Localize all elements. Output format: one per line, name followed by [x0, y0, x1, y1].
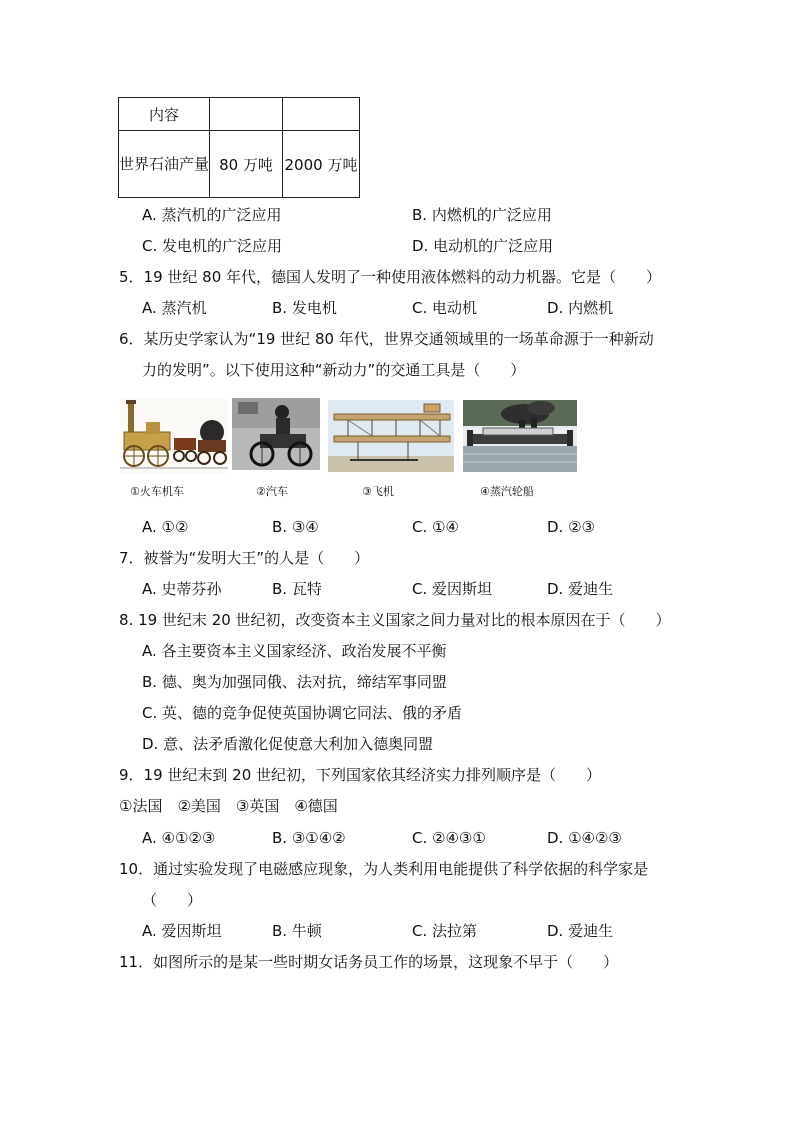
q9-stem: 9．19 世纪末到 20 世纪初，下列国家依其经济实力排列顺序是（ ）: [119, 766, 602, 784]
q5-option-b[interactable]: B. 发电机: [272, 299, 337, 317]
airplane-illustration: [328, 400, 454, 472]
q6-option-a[interactable]: A. ①②: [142, 518, 189, 536]
q8-option-c[interactable]: C. 英、德的竞争促使英国协调它同法、俄的矛盾: [142, 704, 463, 722]
q9-option-c[interactable]: C. ②④③①: [412, 829, 486, 847]
q10-option-d[interactable]: D. 爱迪生: [547, 922, 614, 940]
q9-option-a[interactable]: A. ④①②③: [142, 829, 216, 847]
q9-country-list: ①法国 ②美国 ③英国 ④德国: [119, 797, 338, 815]
q4-option-a[interactable]: A. 蒸汽机的广泛应用: [142, 206, 282, 224]
steamship-image: [463, 400, 577, 472]
caption-car: ②汽车: [256, 485, 288, 498]
q5-option-a[interactable]: A. 蒸汽机: [142, 299, 207, 317]
q7-option-a[interactable]: A. 史蒂芬孙: [142, 580, 222, 598]
table-row-label: 世界石油产量: [119, 131, 210, 198]
caption-locomotive: ①火车机车: [130, 485, 184, 498]
q6-stem-line1: 6．某历史学家认为“19 世纪 80 年代，世界交通领域里的一场革命源于一种新动: [119, 330, 654, 348]
q8-option-d[interactable]: D. 意、法矛盾激化促使意大利加入德奥同盟: [142, 735, 434, 753]
q8-option-a[interactable]: A. 各主要资本主义国家经济、政治发展不平衡: [142, 642, 447, 660]
q5-option-c[interactable]: C. 电动机: [412, 299, 478, 317]
q6-stem-line2: 力的发明”。以下使用这种“新动力”的交通工具是（ ）: [142, 361, 526, 379]
q7-option-d[interactable]: D. 爱迪生: [547, 580, 614, 598]
table-header-label: 内容: [119, 98, 210, 131]
q9-option-d[interactable]: D. ①④②③: [547, 829, 622, 847]
q10-option-c[interactable]: C. 法拉第: [412, 922, 478, 940]
steamship-illustration: [463, 400, 577, 472]
q8-option-b[interactable]: B. 德、奥为加强同俄、法对抗，缔结军事同盟: [142, 673, 447, 691]
q7-option-b[interactable]: B. 瓦特: [272, 580, 322, 598]
q10-option-a[interactable]: A. 爱因斯坦: [142, 922, 222, 940]
airplane-image: [328, 400, 454, 472]
q4-option-c[interactable]: C. 发电机的广泛应用: [142, 237, 283, 255]
q6-option-c[interactable]: C. ①④: [412, 518, 459, 536]
locomotive-image: [120, 398, 228, 474]
table-empty-cell: [283, 98, 360, 131]
q11-stem: 11．如图所示的是某一些时期女话务员工作的场景，这现象不早于（ ）: [119, 953, 619, 971]
caption-airplane: ③飞机: [362, 485, 394, 498]
q5-stem: 5．19 世纪 80 年代，德国人发明了一种使用液体燃料的动力机器。它是（ ）: [119, 268, 662, 286]
q4-option-b[interactable]: B. 内燃机的广泛应用: [412, 206, 552, 224]
q7-option-c[interactable]: C. 爱因斯坦: [412, 580, 493, 598]
q6-option-d[interactable]: D. ②③: [547, 518, 595, 536]
caption-steamship: ④蒸汽轮船: [480, 485, 534, 498]
q4-option-d[interactable]: D. 电动机的广泛应用: [412, 237, 554, 255]
q8-stem: 8. 19 世纪末 20 世纪初，改变资本主义国家之间力量对比的根本原因在于（ ）: [119, 611, 671, 629]
q9-option-b[interactable]: B. ③①④②: [272, 829, 346, 847]
q6-option-b[interactable]: B. ③④: [272, 518, 319, 536]
car-illustration: [232, 398, 320, 470]
car-image: [232, 398, 320, 470]
locomotive-illustration: [120, 398, 228, 474]
oil-output-table: [118, 97, 360, 198]
q5-option-d[interactable]: D. 内燃机: [547, 299, 614, 317]
q7-stem: 7．被誉为“发明大王”的人是（ ）: [119, 549, 370, 567]
table-value-2: 2000 万吨: [283, 131, 360, 198]
table-value-1: 80 万吨: [210, 131, 283, 198]
q10-stem-line1: 10．通过实验发现了电磁感应现象，为人类利用电能提供了科学依据的科学家是: [119, 860, 649, 878]
q10-option-b[interactable]: B. 牛顿: [272, 922, 322, 940]
table-empty-cell: [210, 98, 283, 131]
q10-stem-line2: （ ）: [142, 891, 203, 909]
